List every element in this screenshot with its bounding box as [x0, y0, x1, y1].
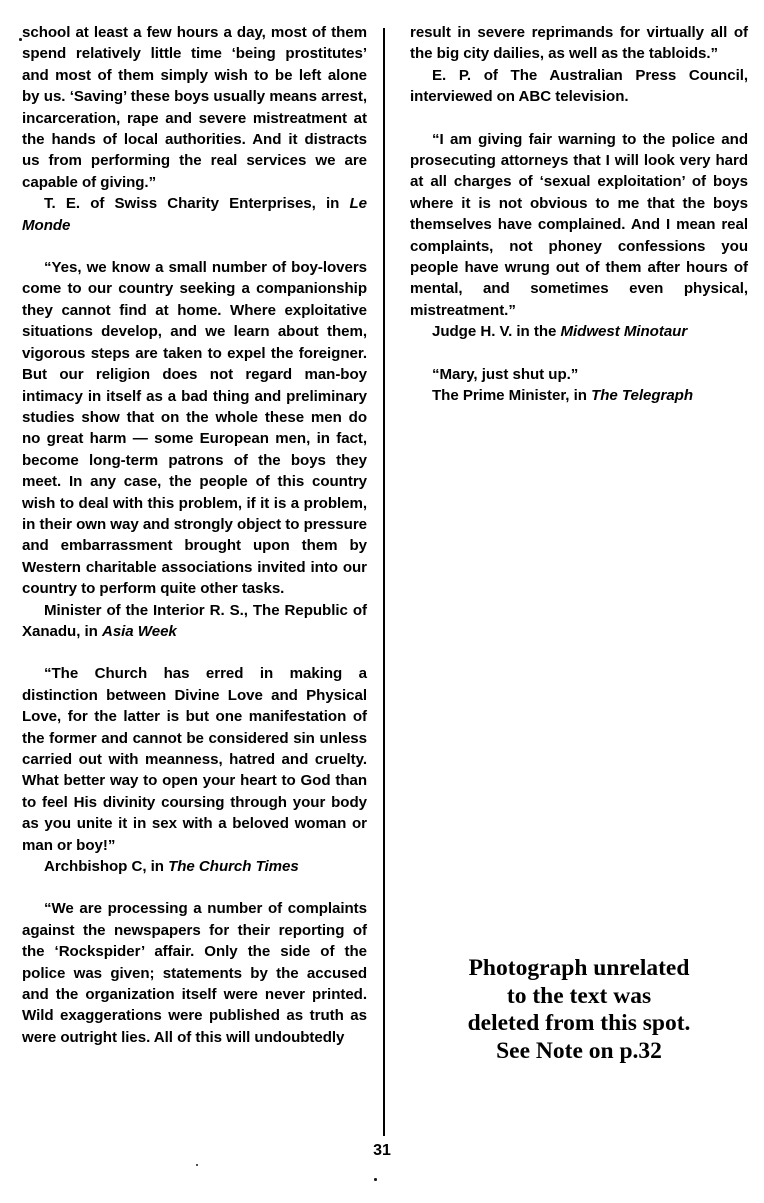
editorial-note-line-4: See Note on p.32: [496, 1037, 662, 1064]
attribution-text: E. P. of The Australian Press Council, interviewed on ABC television.: [410, 66, 748, 106]
attribution-source-italic: Midwest Minotaur: [560, 323, 688, 341]
paragraph-spacer: [410, 343, 748, 364]
attribution-archbishop-c: [22, 856, 367, 877]
editorial-note-block: [410, 955, 748, 1065]
editorial-note-line-2: to the text was: [506, 982, 652, 1009]
paragraph-the-church-has-erred: “The Church has erred in making a distinction between Divine Love and Physical Love, for the latter is but one manifestation of the former and cannot be considered sin unless carried out with meanness, hatred and cruelty. What better way to open your heart to God than to feel His divinity coursing through your body as you unite it in sex with a beloved woman or man or boy!”: [22, 665, 367, 854]
attribution-text: T. E. of Swiss Charity Enterprises, in: [44, 195, 350, 213]
paragraph-continued-school: school at least a few hours a day, most of them spend relatively little time ‘being prostitutes’ and most of them simply wish to be left alone by us. ‘Saving’ these boys usually means arrest, incarceration, rape and severe mistreatment at the hands of local authorities. And it distracts us from performing the real services we are capable of giving.”: [22, 24, 367, 191]
paragraph-spacer: [22, 236, 367, 257]
paragraph-we-are-processing: “We are processing a number of complaints against the newspapers for their reporting of the ‘Rockspider’ affair. Only the side of the police was given; statements by the accused and the organization itself were never printed. Wild exaggerations were published as truth as were outright lies. All of this will undoubtedly: [22, 900, 367, 1046]
paragraph-spacer: [22, 642, 367, 663]
attribution-text: The Prime Minister, in: [432, 387, 592, 405]
paragraph-continued-result: result in severe reprimands for virtually all of the big city dailies, as well as the tabloids.”: [410, 24, 748, 63]
paragraph-spacer: [22, 877, 367, 898]
paragraph-fair-warning: “I am giving fair warning to the police and prosecuting attorneys that I will look very hard at all charges of ‘sexual exploitation’ of boys where it is not obvious to me that the boys themselves have complained. And I mean real complaints, not phoney confessions you people have wrung out of them after hours of mental, and sometimes even physical, mistreatment.”: [410, 130, 748, 319]
attribution-australian-press-council: [410, 65, 748, 108]
scan-speck: [196, 1164, 198, 1166]
scan-speck: [19, 38, 22, 41]
attribution-source-italic: The Telegraph: [591, 387, 694, 405]
editorial-note-line-3: deleted from this spot.: [467, 1010, 691, 1036]
attribution-source-italic: Asia Week: [101, 622, 177, 640]
paragraph-spacer: [410, 108, 748, 129]
attribution-prime-minister: [410, 385, 748, 406]
column-divider-rule: [383, 28, 385, 1136]
attribution-source-italic: The Church Times: [168, 858, 299, 876]
attribution-minister-interior: [22, 600, 367, 643]
editorial-note-line-1: Photograph unrelated: [468, 955, 690, 981]
attribution-text: Archbishop C, in: [44, 858, 169, 876]
page-number: 31: [373, 1142, 391, 1159]
attribution-swiss-charity: [22, 193, 367, 236]
attribution-source-italic: Le Monde: [22, 195, 367, 234]
scan-speck: [374, 1178, 377, 1181]
right-text-column: [410, 22, 748, 407]
left-text-column: [22, 22, 367, 1048]
paragraph-yes-we-know: “Yes, we know a small number of boy-lovers come to our country seeking a companionship they cannot find at home. Where exploitative situations develop, and we learn about them, vigorous steps are taken to expel the foreigner. But our religion does not regard man-boy intimacy in itself as a bad thing and preliminary studies show that on the whole these men do no great harm — some European men, in fact, become long-term patrons of the boys they meet. In any case, the people of this country wish to deal with this problem, if it is a problem, in their own way and strongly object to pressure and embarrassment brought upon them by Western charitable associations invited into our country to perform quite other tasks.: [22, 259, 367, 598]
attribution-text: Judge H. V. in the: [432, 323, 561, 341]
attribution-judge-hv: [410, 321, 748, 342]
paragraph-mary-just-shut-up: “Mary, just shut up.”: [432, 365, 579, 383]
attribution-text: Minister of the Interior R. S., The Republic of Xanadu, in: [22, 601, 367, 640]
